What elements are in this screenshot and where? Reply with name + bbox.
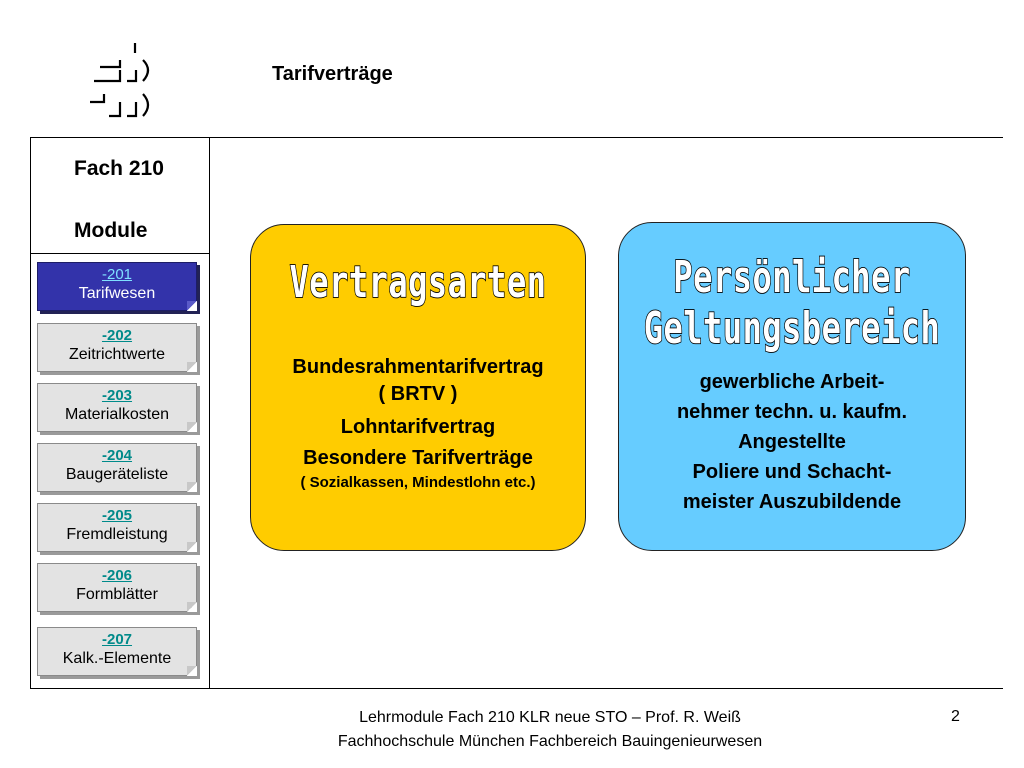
nav-item-label: Kalk.-Elemente [62, 650, 172, 667]
contract-type-line: ( BRTV ) [378, 383, 458, 405]
sidebar-module-label: Module [74, 219, 148, 242]
contract-types-heading: Vertragsarten [289, 256, 547, 308]
personal-scope-line: gewerbliche Arbeit- [699, 371, 885, 393]
nav-item-202[interactable] [37, 323, 197, 372]
personal-scope-line: Poliere und Schacht- [692, 461, 892, 483]
sidebar-fach-label: Fach 210 [74, 157, 164, 180]
personal-scope-line: nehmer techn. u. kaufm. [676, 401, 908, 423]
page-fold-icon [187, 542, 197, 552]
contract-type-line: Bundesrahmentarifvertrag [292, 356, 544, 378]
sidebar-left-border [30, 137, 31, 689]
nav-item-number[interactable]: -206 [101, 567, 133, 584]
page-fold-icon [187, 602, 197, 612]
nav-item-label: Baugeräteliste [65, 466, 169, 483]
nav-item-label: Fremdleistung [66, 526, 168, 543]
fh-logo-icon [86, 40, 158, 122]
page-fold-icon [187, 362, 197, 372]
nav-item-number[interactable]: -201 [101, 266, 133, 283]
nav-item-number[interactable]: -207 [101, 631, 133, 648]
nav-item-207[interactable] [37, 627, 197, 676]
personal-scope-heading: Geltungsbereich [643, 302, 941, 354]
nav-item-206[interactable] [37, 563, 197, 612]
page-fold-icon [187, 422, 197, 432]
contract-types-box [250, 224, 586, 551]
nav-item-label: Formblätter [76, 586, 158, 603]
nav-item-201[interactable] [37, 262, 197, 311]
page-fold-icon [187, 482, 197, 492]
page-number: 2 [951, 708, 960, 725]
page-fold-icon [187, 666, 197, 676]
sidebar-header-divider [30, 253, 210, 254]
personal-scope-heading: Persönlicher [673, 251, 911, 303]
nav-item-204[interactable] [37, 443, 197, 492]
contract-type-line: Lohntarifvertrag [340, 416, 496, 438]
sidebar-right-border [209, 137, 210, 689]
nav-item-label: Materialkosten [64, 406, 170, 423]
personal-scope-box [618, 222, 966, 551]
nav-item-205[interactable] [37, 503, 197, 552]
nav-item-203[interactable] [37, 383, 197, 432]
page-fold-icon [187, 301, 197, 311]
personal-scope-line: Angestellte [738, 431, 846, 453]
nav-item-label: Zeitrichtwerte [68, 346, 166, 363]
nav-item-label: Tarifwesen [78, 285, 156, 302]
page-title: Tarifverträge [272, 63, 393, 85]
nav-item-number[interactable]: -203 [101, 387, 133, 404]
contract-type-line: Besondere Tarifverträge [303, 447, 533, 469]
footer-divider [30, 688, 1003, 689]
nav-item-number[interactable]: -205 [101, 507, 133, 524]
nav-item-number[interactable]: -202 [101, 327, 133, 344]
footer-line-1: Lehrmodule Fach 210 KLR neue STO – Prof. R. Weiß [359, 709, 741, 726]
header-divider [30, 137, 1003, 138]
nav-item-number[interactable]: -204 [101, 447, 133, 464]
contract-type-note: ( Sozialkassen, Mindestlohn etc.) [300, 474, 536, 491]
footer-line-2: Fachhochschule München Fachbereich Bauingenieurwesen [337, 733, 763, 750]
personal-scope-line: meister Auszubildende [682, 491, 902, 513]
